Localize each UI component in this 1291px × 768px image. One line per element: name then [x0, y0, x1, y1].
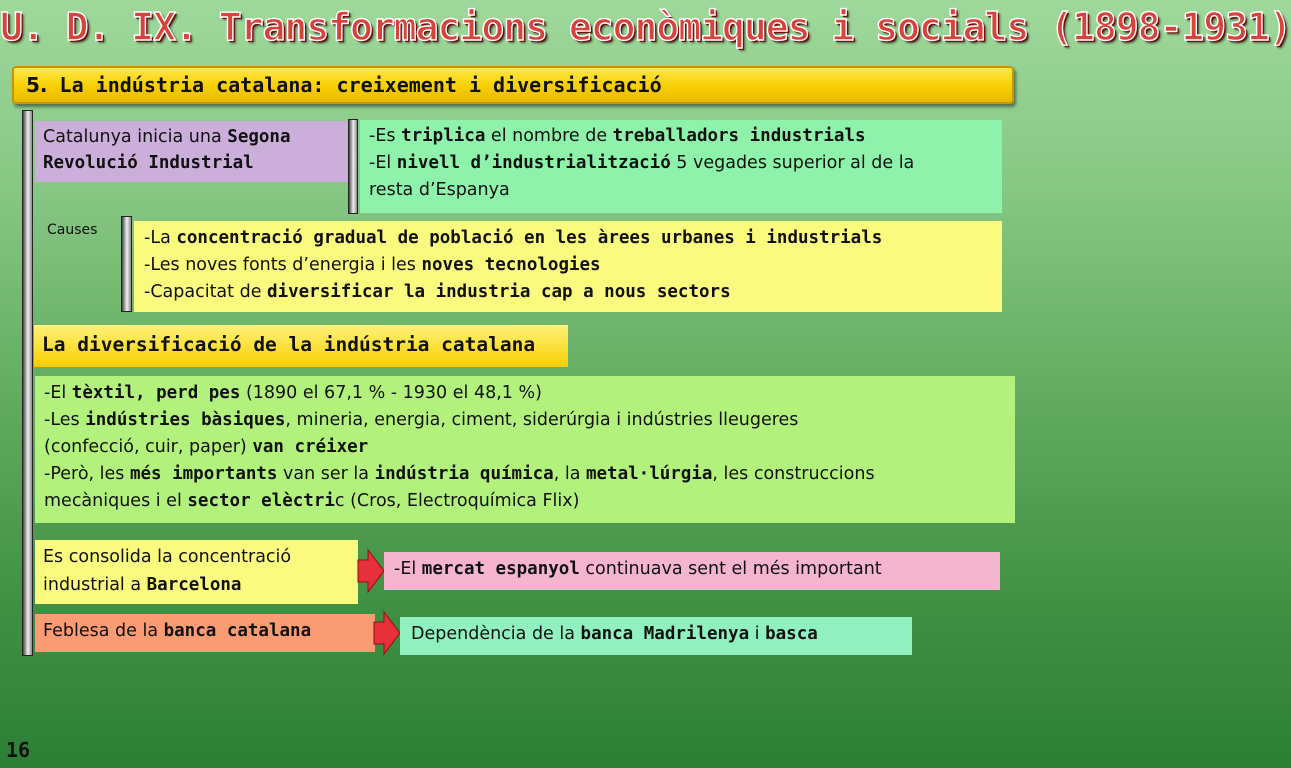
causes-text: -La	[144, 228, 177, 248]
causes-connector-bar	[121, 216, 132, 312]
section-heading-text: La indústria catalana: creixement i diversificació	[47, 73, 662, 97]
div-bold: indústria química	[374, 464, 554, 484]
barcelona-bold: Barcelona	[146, 575, 242, 595]
dependence-text: Dependència de la	[411, 624, 581, 644]
banking-text: Feblesa de la	[43, 621, 164, 641]
market-text: -El	[394, 559, 422, 579]
banking-box	[35, 614, 375, 652]
arrow-right-icon	[358, 548, 384, 594]
banking-bold: banca catalana	[163, 621, 312, 641]
effects-text: el nombre de	[485, 126, 613, 146]
causes-box	[134, 221, 1002, 312]
effects-bold: triplica	[401, 126, 486, 146]
page-title: U. D. IX. Transformacions econòmiques i socials (1898-1931)	[0, 5, 1291, 49]
div-text: van ser la	[277, 464, 375, 484]
main-connector-bar	[22, 110, 33, 656]
effects-bold: treballadors industrials	[612, 126, 866, 146]
causes-bold: diversificar la industria cap a nous sectors	[267, 282, 731, 302]
effects-box	[360, 120, 1002, 213]
effects-text: -El	[369, 153, 397, 173]
intro-bold: Segona	[227, 127, 291, 147]
causes-text: -Capacitat de	[144, 282, 268, 302]
intro-bold-2: Revolució Industrial	[43, 153, 254, 173]
div-text: (1890 el 67,1 % - 1930 el 48,1 %)	[240, 383, 542, 403]
dependence-text: i	[749, 624, 766, 644]
barcelona-box	[35, 540, 358, 604]
section-number: 5.	[26, 73, 48, 97]
causes-text: -Les noves fonts d’energia i les	[144, 255, 422, 275]
div-bold: tèxtil, perd pes	[71, 383, 241, 403]
market-text: continuava sent el més important	[579, 559, 882, 579]
causes-bold: noves tecnologies	[421, 255, 601, 275]
causes-bold: concentració gradual de població en les àrees urbanes i industrials	[176, 228, 883, 248]
dependence-bold: basca	[765, 624, 818, 644]
div-text: , les construccions	[712, 464, 875, 484]
div-text: c (Cros, Electroquímica Flix)	[334, 491, 580, 511]
diversification-box	[35, 376, 1015, 523]
div-text: -Les	[44, 410, 86, 430]
market-box	[384, 552, 1000, 590]
dependence-box	[400, 617, 912, 655]
arrow-right-icon	[374, 610, 400, 656]
diversification-heading: La diversificació de la indústria catalana	[34, 325, 568, 367]
market-bold: mercat espanyol	[421, 559, 580, 579]
effects-connector-bar	[348, 119, 358, 214]
section-heading	[12, 66, 1014, 104]
effects-text: -Es	[369, 126, 402, 146]
intro-text: Catalunya inicia una	[43, 127, 228, 147]
dependence-bold: banca Madrilenya	[580, 624, 750, 644]
effects-text: resta d’Espanya	[369, 180, 510, 200]
div-bold: més importants	[129, 464, 278, 484]
div-bold: indústries bàsiques	[85, 410, 286, 430]
div-bold: metal·lúrgia	[585, 464, 713, 484]
div-text: -El	[44, 383, 72, 403]
div-text: (confecció, cuir, paper)	[44, 437, 253, 457]
intro-box	[35, 121, 348, 182]
causes-label: Causes	[47, 222, 98, 238]
barcelona-text: industrial a	[43, 575, 147, 595]
barcelona-text: Es consolida la concentració	[43, 547, 292, 567]
div-bold: sector elèctri	[187, 491, 335, 511]
effects-text: 5 vegades superior al de la	[670, 153, 915, 173]
div-text: , la	[553, 464, 586, 484]
div-bold: van créixer	[252, 437, 369, 457]
div-text: -Però, les	[44, 464, 130, 484]
effects-bold: nivell d’industrialització	[396, 153, 671, 173]
page-number: 16	[6, 738, 31, 762]
div-text: , mineria, energia, ciment, siderúrgia i indústries lleugeres	[285, 410, 799, 430]
div-text: mecàniques i el	[44, 491, 188, 511]
